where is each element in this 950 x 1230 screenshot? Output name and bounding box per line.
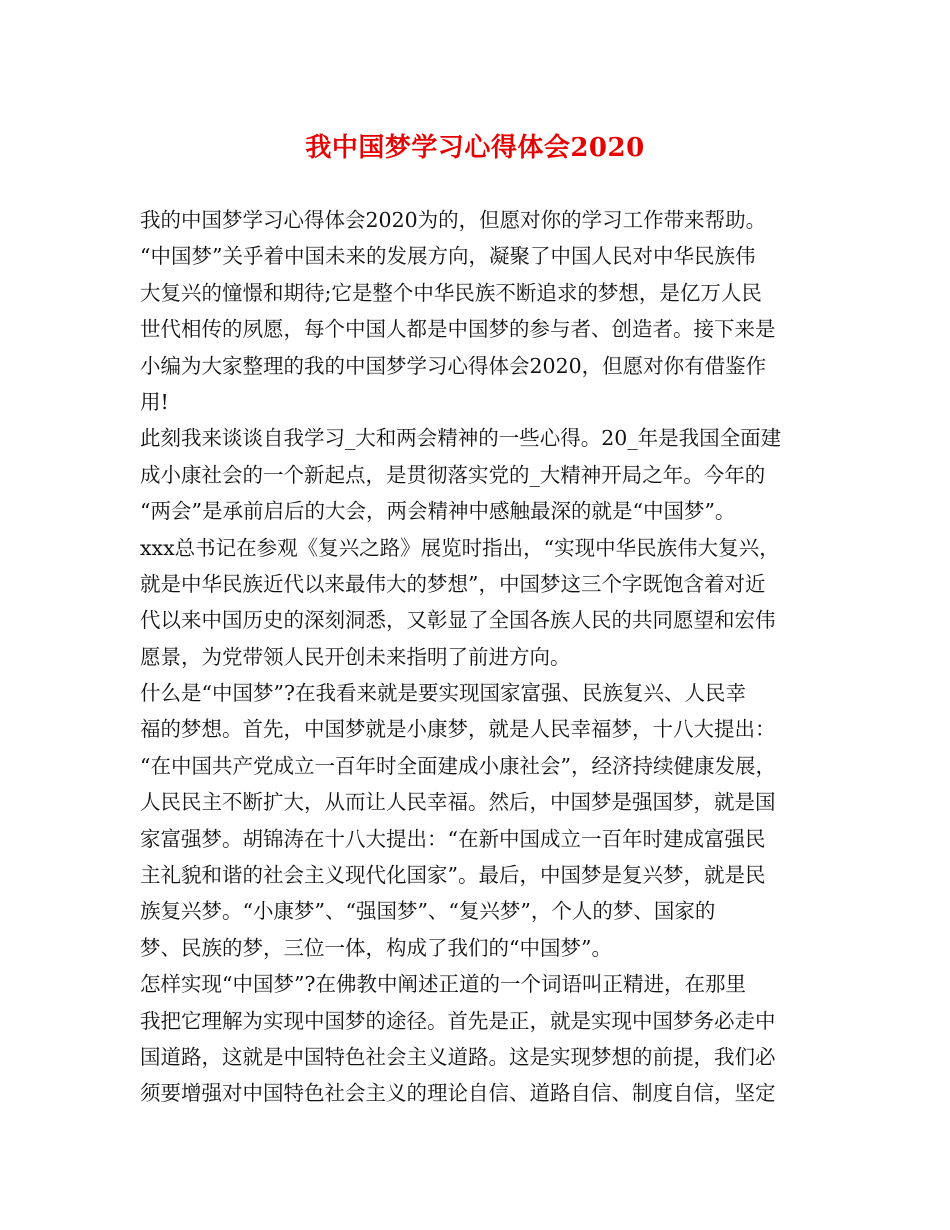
body-line: 梦、民族的梦，三位一体，构成了我们的“中国梦”。	[140, 935, 612, 960]
document-body	[140, 202, 830, 1112]
body-line: 我把它理解为实现中国梦的途径。首先是正，就是实现中国梦务必走中	[140, 1008, 776, 1033]
body-line: 主礼貌和谐的社会主义现代化国家”。最后，中国梦是复兴梦，就是民	[140, 863, 766, 888]
body-line: 小编为大家整理的我的中国梦学习心得体会2020，但愿对你有借鉴作	[140, 353, 767, 378]
body-line: 须要增强对中国特色社会主义的理论自信、道路自信、制度自信，坚定	[140, 1081, 776, 1106]
body-line: 家富强梦。胡锦涛在十八大提出：“在新中国成立一百年时建成富强民	[140, 826, 766, 851]
body-line: 愿景，为党带领人民开创未来指明了前进方向。	[140, 644, 571, 669]
body-line: 代以来中国历史的深刻洞悉，又彰显了全国各族人民的共同愿望和宏伟	[140, 608, 776, 633]
body-line: 就是中华民族近代以来最伟大的梦想”，中国梦这三个字既饱含着对近	[140, 571, 766, 596]
body-line: 世代相传的夙愿，每个中国人都是中国梦的参与者、创造者。接下来是	[140, 317, 776, 342]
body-line: 怎样实现“中国梦”?在佛教中阐述正道的一个词语叫正精进，在那里	[140, 972, 746, 997]
body-line: 我的中国梦学习心得体会2020为的，但愿对你的学习工作带来帮助。	[140, 208, 767, 232]
body-line: 用!	[140, 389, 169, 414]
body-line: 此刻我来谈谈自我学习_大和两会精神的一些心得。20_年是我国全面建	[140, 426, 782, 451]
body-line: “两会”是承前启后的大会，两会精神中感触最深的就是“中国梦”。	[140, 499, 736, 524]
body-line: 成小康社会的一个新起点，是贯彻落实党的_大精神开局之年。今年的	[140, 462, 766, 487]
body-line: 族复兴梦。“小康梦”、“强国梦”、“复兴梦”，个人的梦、国家的	[140, 899, 716, 924]
body-line: 福的梦想。首先，中国梦就是小康梦，就是人民幸福梦，十八大提出：	[140, 717, 776, 742]
body-line: 国道路，这就是中国特色社会主义道路。这是实现梦想的前提，我们必	[140, 1044, 776, 1069]
body-line: “中国梦”关乎着中国未来的发展方向，凝聚了中国人民对中华民族伟	[140, 244, 756, 269]
body-line: xxx总书记在参观《复兴之路》展览时指出，“实现中华民族伟大复兴，	[140, 535, 780, 560]
body-line: 什么是“中国梦”?在我看来就是要实现国家富强、民族复兴、人民幸	[140, 681, 746, 706]
body-line: “在中国共产党成立一百年时全面建成小康社会”，经济持续健康发展，	[140, 753, 776, 778]
body-line: 大复兴的憧憬和期待;它是整个中华民族不断追求的梦想，是亿万人民	[140, 280, 762, 305]
body-line: 人民民主不断扩大，从而让人民幸福。然后，中国梦是强国梦，就是国	[140, 790, 776, 815]
document-title: 我中国梦学习心得体会2020	[305, 133, 645, 163]
